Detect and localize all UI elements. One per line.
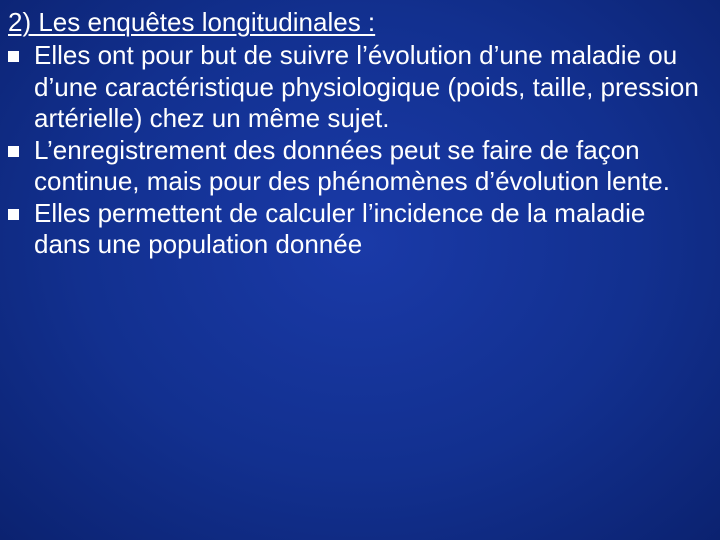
bullet-text: Elles ont pour but de suivre l’évolution d’une maladie ou d’une caractéristique physiologique (poids, taille, pression artérielle) chez un même sujet.: [34, 40, 699, 133]
bullet-list: [8, 40, 708, 261]
bullet-text: Elles permettent de calculer l’incidence de la maladie dans une population donnée: [34, 197, 646, 259]
list-item: [8, 198, 708, 261]
square-bullet-icon: [8, 209, 19, 220]
slide-title: 2) Les enquêtes longitudinales :: [8, 7, 376, 37]
list-item: [8, 40, 708, 135]
list-item: [8, 135, 708, 198]
square-bullet-icon: [8, 51, 19, 62]
square-bullet-icon: [8, 146, 19, 157]
slide: [8, 4, 708, 261]
bullet-text: L’enregistrement des données peut se faire de façon continue, mais pour des phénomènes d’évolution lente.: [34, 134, 670, 196]
